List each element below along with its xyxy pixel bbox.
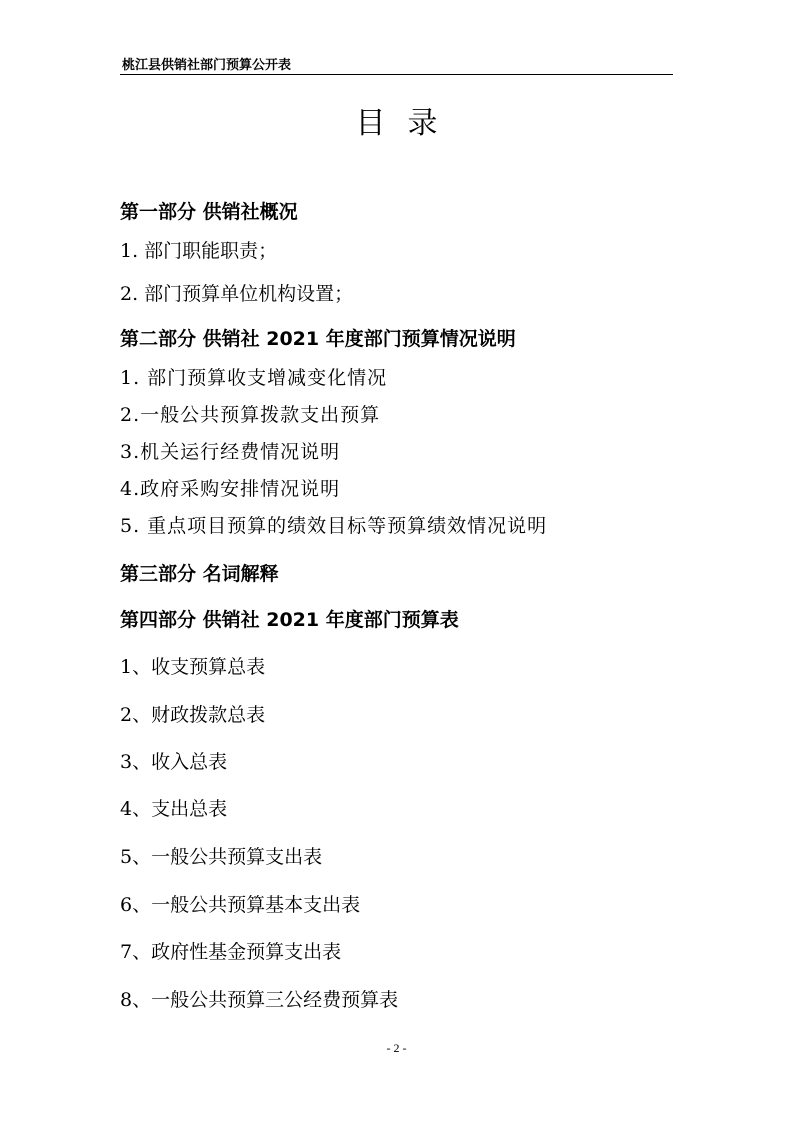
- toc-item: 2、财政拨款总表: [120, 704, 266, 726]
- page-number: - 2 -: [386, 1041, 407, 1055]
- toc-item: 4、支出总表: [120, 798, 228, 820]
- toc-item: 6、一般公共预算基本支出表: [120, 894, 361, 916]
- toc-item: 7、政府性基金预算支出表: [120, 941, 342, 963]
- document-title: 目录: [355, 106, 460, 141]
- header-title: 桃江县供销社部门预算公开表: [122, 58, 292, 73]
- toc-item: 5、一般公共预算支出表: [120, 846, 323, 868]
- toc-item: 4.政府采购安排情况说明: [120, 478, 341, 500]
- toc-item: 8、一般公共预算三公经费预算表: [120, 989, 399, 1011]
- toc-part-4: 第四部分 供销社 2021 年度部门预算表: [120, 609, 459, 631]
- toc-item: 3.机关运行经费情况说明: [120, 441, 341, 463]
- toc-part-1: 第一部分 供销社概况: [120, 201, 298, 223]
- toc-part-2: 第二部分 供销社 2021 年度部门预算情况说明: [120, 328, 516, 350]
- toc-item: 1. 部门职能职责；: [120, 240, 278, 262]
- header-divider: [120, 74, 673, 75]
- toc-item: 3、收入总表: [120, 751, 228, 773]
- toc-item: 2. 部门预算单位机构设置；: [120, 283, 354, 305]
- toc-part-3: 第三部分 名词解释: [120, 563, 279, 585]
- toc-item: 5. 重点项目预算的绩效目标等预算绩效情况说明: [120, 515, 548, 537]
- toc-item: 1. 部门预算收支增减变化情况: [120, 367, 388, 389]
- toc-item: 2.一般公共预算拨款支出预算: [120, 404, 381, 426]
- toc-item: 1、收支预算总表: [120, 656, 266, 678]
